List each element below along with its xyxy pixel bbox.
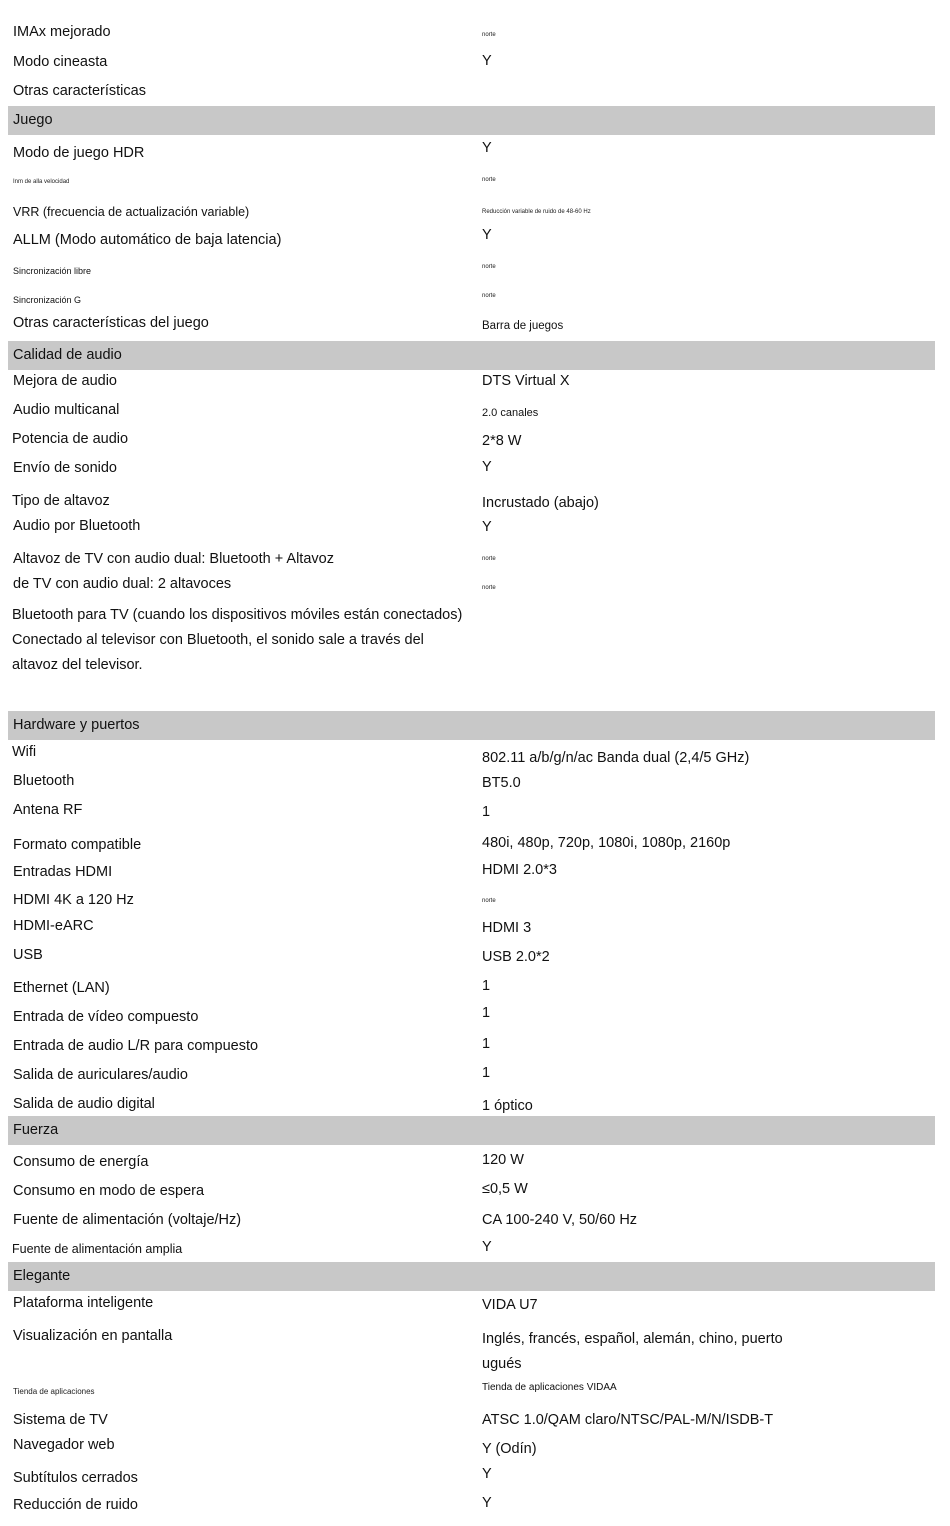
row-value: Barra de juegos	[482, 320, 564, 332]
row-label: Modo de juego HDR	[13, 145, 145, 161]
row-label: Plataforma inteligente	[13, 1295, 154, 1311]
row-label: HDMI 4K a 120 Hz	[13, 892, 134, 908]
row-label: VRR (frecuencia de actualización variable)	[13, 205, 250, 219]
row-label: Sistema de TV	[13, 1412, 108, 1428]
row-value: norte	[482, 32, 496, 38]
bluetooth-note-line: Bluetooth para TV (cuando los dispositivos móviles están conectados)	[12, 607, 463, 623]
row-label: Fuente de alimentación (voltaje/Hz)	[13, 1212, 242, 1228]
bluetooth-note-line: altavoz del televisor.	[12, 657, 143, 673]
row-value: HDMI 3	[482, 920, 532, 936]
row-label: Otras características del juego	[13, 315, 209, 331]
row-label: Entrada de audio L/R para compuesto	[13, 1038, 259, 1054]
row-value: 120 W	[482, 1152, 524, 1168]
row-label: Sincronización libre	[13, 266, 92, 276]
row-label: ALLM (Modo automático de baja latencia)	[13, 232, 282, 248]
row-label: Mejora de audio	[13, 373, 117, 389]
row-label: Tienda de aplicaciones	[13, 1387, 95, 1396]
section-header-hardware: Hardware y puertos	[8, 711, 935, 740]
row-label: Salida de audio digital	[13, 1096, 155, 1112]
row-label: Ethernet (LAN)	[13, 980, 110, 996]
row-value: 480i, 480p, 720p, 1080i, 1080p, 2160p	[482, 835, 731, 851]
row-value: 1	[482, 1005, 491, 1021]
row-value: ATSC 1.0/QAM claro/NTSC/PAL-M/N/ISDB-T	[482, 1412, 774, 1428]
row-label: Entradas HDMI	[13, 864, 113, 880]
row-value: Reducción variable de ruido de 48-60 Hz	[482, 209, 591, 215]
row-label: Sincronización G	[13, 295, 82, 305]
row-label: Audio multicanal	[13, 402, 120, 418]
row-label: Consumo en modo de espera	[13, 1183, 205, 1199]
row-value: Tienda de aplicaciones VIDAA	[482, 1382, 617, 1393]
row-label: Entrada de vídeo compuesto	[13, 1009, 199, 1025]
row-label: Wifi	[12, 744, 37, 760]
section-header-audio: Calidad de audio	[8, 341, 935, 370]
row-value: Incrustado (abajo)	[482, 495, 599, 511]
row-value: 2.0 canales	[482, 407, 539, 419]
row-value: 1	[482, 1036, 491, 1052]
row-value: norte	[482, 556, 496, 562]
bluetooth-note-line: Conectado al televisor con Bluetooth, el sonido sale a través del	[12, 632, 424, 648]
row-label: USB	[13, 947, 43, 963]
row-label: Antena RF	[13, 802, 83, 818]
row-value: Y (Odín)	[482, 1441, 537, 1457]
row-value: Inglés, francés, español, alemán, chino, puerto	[482, 1331, 783, 1347]
row-value: HDMI 2.0*3	[482, 862, 557, 878]
row-value: ≤0,5 W	[482, 1181, 528, 1197]
row-label: Audio por Bluetooth	[13, 518, 141, 534]
row-value: Y	[482, 519, 492, 535]
row-value: 1 óptico	[482, 1098, 533, 1114]
section-header-elegante: Elegante	[8, 1262, 935, 1291]
row-value: USB 2.0*2	[482, 949, 550, 965]
row-value: Y	[482, 1495, 492, 1511]
row-label: Visualización en pantalla	[13, 1328, 173, 1344]
row-value: norte	[482, 898, 496, 904]
row-label: IMAx mejorado	[13, 24, 111, 40]
row-label: Reducción de ruido	[13, 1497, 138, 1513]
section-header-fuerza: Fuerza	[8, 1116, 935, 1145]
row-value: 1	[482, 978, 491, 994]
row-value: norte	[482, 177, 496, 183]
row-label: Otras características	[13, 83, 146, 99]
row-value: VIDA U7	[482, 1297, 538, 1313]
row-label: Potencia de audio	[12, 431, 129, 447]
row-label: Salida de auriculares/audio	[13, 1067, 188, 1083]
row-label: Modo cineasta	[13, 54, 108, 70]
row-value: Y	[482, 459, 492, 475]
row-label: Envío de sonido	[13, 460, 117, 476]
row-value: 1	[482, 804, 491, 820]
row-value: Y	[482, 227, 492, 243]
row-value: 1	[482, 1065, 491, 1081]
row-value: BT5.0	[482, 775, 521, 791]
section-header-juego: Juego	[8, 106, 935, 135]
row-label: Fuente de alimentación amplia	[12, 1242, 183, 1256]
row-label: de TV con audio dual: 2 altavoces	[13, 576, 232, 592]
row-label: Subtítulos cerrados	[13, 1470, 138, 1486]
row-label: HDMI-eARC	[13, 918, 94, 934]
row-value: ugués	[482, 1356, 522, 1372]
row-value: 802.11 a/b/g/n/ac Banda dual (2,4/5 GHz)	[482, 750, 750, 766]
row-label: Bluetooth	[13, 773, 75, 789]
row-label: Formato compatible	[13, 837, 142, 853]
row-value: norte	[482, 264, 496, 270]
row-label: Consumo de energía	[13, 1154, 149, 1170]
row-value: DTS Virtual X	[482, 373, 570, 389]
row-value: Y	[482, 1466, 492, 1482]
row-value: CA 100-240 V, 50/60 Hz	[482, 1212, 638, 1228]
row-value: norte	[482, 293, 496, 299]
row-label: Inm de alla velocidad	[13, 179, 70, 185]
row-value: Y	[482, 140, 492, 156]
row-value: Y	[482, 53, 492, 69]
row-label: Tipo de altavoz	[12, 493, 110, 509]
row-value: 2*8 W	[482, 433, 522, 449]
row-label: Navegador web	[13, 1437, 115, 1453]
row-label: Altavoz de TV con audio dual: Bluetooth + Altavoz	[13, 551, 334, 567]
row-value: norte	[482, 585, 496, 591]
bluetooth-note	[12, 603, 492, 678]
row-value: Y	[482, 1239, 492, 1255]
